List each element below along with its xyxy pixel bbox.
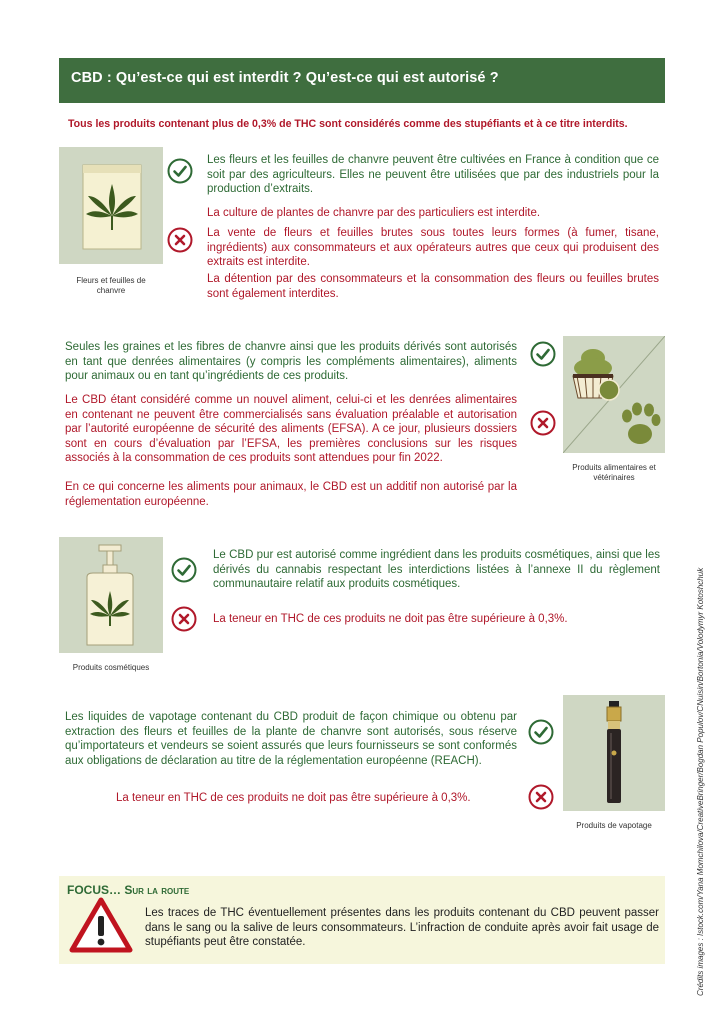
cross-icon (167, 227, 193, 253)
focus-subtitle: Sur la route (124, 883, 190, 897)
section1-forbidden-text-1: La culture de plantes de chanvre par des particuliers est interdite. (207, 207, 541, 219)
cannabis-bag-icon (59, 147, 163, 264)
section1-forbidden-text-2: La vente de fleurs et feuilles brutes sous toutes leurs formes (à fumer, tisane, ingrédients) aux consommateurs et aux opérateurs autres que ceux qui produisent des extraits est interdite. (207, 227, 659, 268)
vape-image (563, 695, 665, 811)
focus-text: Les traces de THC éventuellement présentes dans les produits contenant du CBD peuvent passer dans le sang ou la salive de leurs consommateurs. L’infraction de conduite après avoir fait usage de stupéfiants peut être constatée. (145, 907, 659, 948)
hemp-flowers-image (59, 147, 163, 264)
section2-forbidden-text-1: Le CBD étant considéré comme un nouvel aliment, celui-ci et les denrées alimentaires en contenant ne peuvent être commercialisés sans évaluation préalable et autorisation par l’autorité européenne de sécurité des aliments (EFSA). A ce jour, plusieurs dossiers sont en cours d’évaluation par l’EFSA, les premières conclusions sur les risques associés à la consommation de ces produits sont attendues pour fin 2022. (65, 394, 517, 464)
cosmetics-image (59, 537, 163, 653)
cross-icon (171, 606, 197, 632)
focus-title (67, 883, 189, 897)
section2-allowed-text: Seules les graines et les fibres de chanvre ainsi que les produits dérivés sont autorisés en tant que denrées alimentaires (y compris les compléments alimentaires), aliments pour animaux ou en tant qu’ingrédients de ces produits. (65, 341, 517, 382)
warning-icon (69, 896, 133, 954)
caption-vape: Produits de vapotage (576, 821, 652, 830)
food-products-image (563, 336, 665, 453)
cupcake-pawprint-icon (563, 336, 665, 453)
caption-flowers: Fleurs et feuilles de chanvre (76, 276, 146, 295)
check-icon (528, 719, 554, 745)
pump-bottle-icon (59, 537, 163, 653)
focus-title-label: FOCUS… (67, 883, 121, 897)
section3-forbidden-text: La teneur en THC de ces produits ne doit pas être supérieure à 0,3%. (213, 613, 568, 625)
focus-box (59, 876, 665, 964)
intro-warning: Tous les produits contenant plus de 0,3% de THC sont considérés comme des stupéfiants et à ce titre interdits. (68, 118, 628, 130)
page-title: CBD : Qu’est-ce qui est interdit ? Qu’est-ce qui est autorisé ? (59, 58, 665, 103)
check-icon (171, 557, 197, 583)
check-icon (530, 341, 556, 367)
section1-allowed-text: Les fleurs et les feuilles de chanvre peuvent être cultivées en France à condition que ce soit par des agriculteurs. Elles ne peuvent être utilisées que par des industriels pour la production d’extraits. (207, 154, 659, 195)
vape-pen-icon (563, 695, 665, 811)
caption-food: Produits alimentaires et vétérinaires (572, 463, 656, 482)
image-credits: Crédits images : Istock.com/Yana Momchilova/CreativeBringer/Bogdan Populov/CNuisin/Bortonia/Volodymyr Kotoshchuk (696, 567, 705, 996)
section4-forbidden-text: La teneur en THC de ces produits ne doit pas être supérieure à 0,3%. (116, 792, 471, 804)
cross-icon (530, 410, 556, 436)
section3-allowed-text: Le CBD pur est autorisé comme ingrédient dans les produits cosmétiques, ainsi que les dérivés du cannabis respectant les interdictions listées à l’annexe II du règlement communautaire relatif aux produits cosmétiques. (213, 549, 660, 590)
check-icon (167, 158, 193, 184)
caption-cosmetics: Produits cosmétiques (72, 663, 150, 672)
section2-forbidden-text-2: En ce qui concerne les aliments pour animaux, le CBD est un additif non autorisé par la réglementation européenne. (65, 481, 517, 508)
section1-forbidden-text-3: La détention par des consommateurs et la consommation des fleurs ou feuilles brutes sont également interdites. (207, 273, 659, 300)
section4-allowed-text: Les liquides de vapotage contenant du CBD produit de façon chimique ou obtenu par extraction des fleurs et feuilles de la plante de chanvre sont autorisés, sous réserve qu’importateurs et vendeurs se soient assurés que leurs fournisseurs se sont conformés aux obligations de déclaration au titre de la réglementation européenne (REACH). (65, 711, 517, 767)
cross-icon (528, 784, 554, 810)
